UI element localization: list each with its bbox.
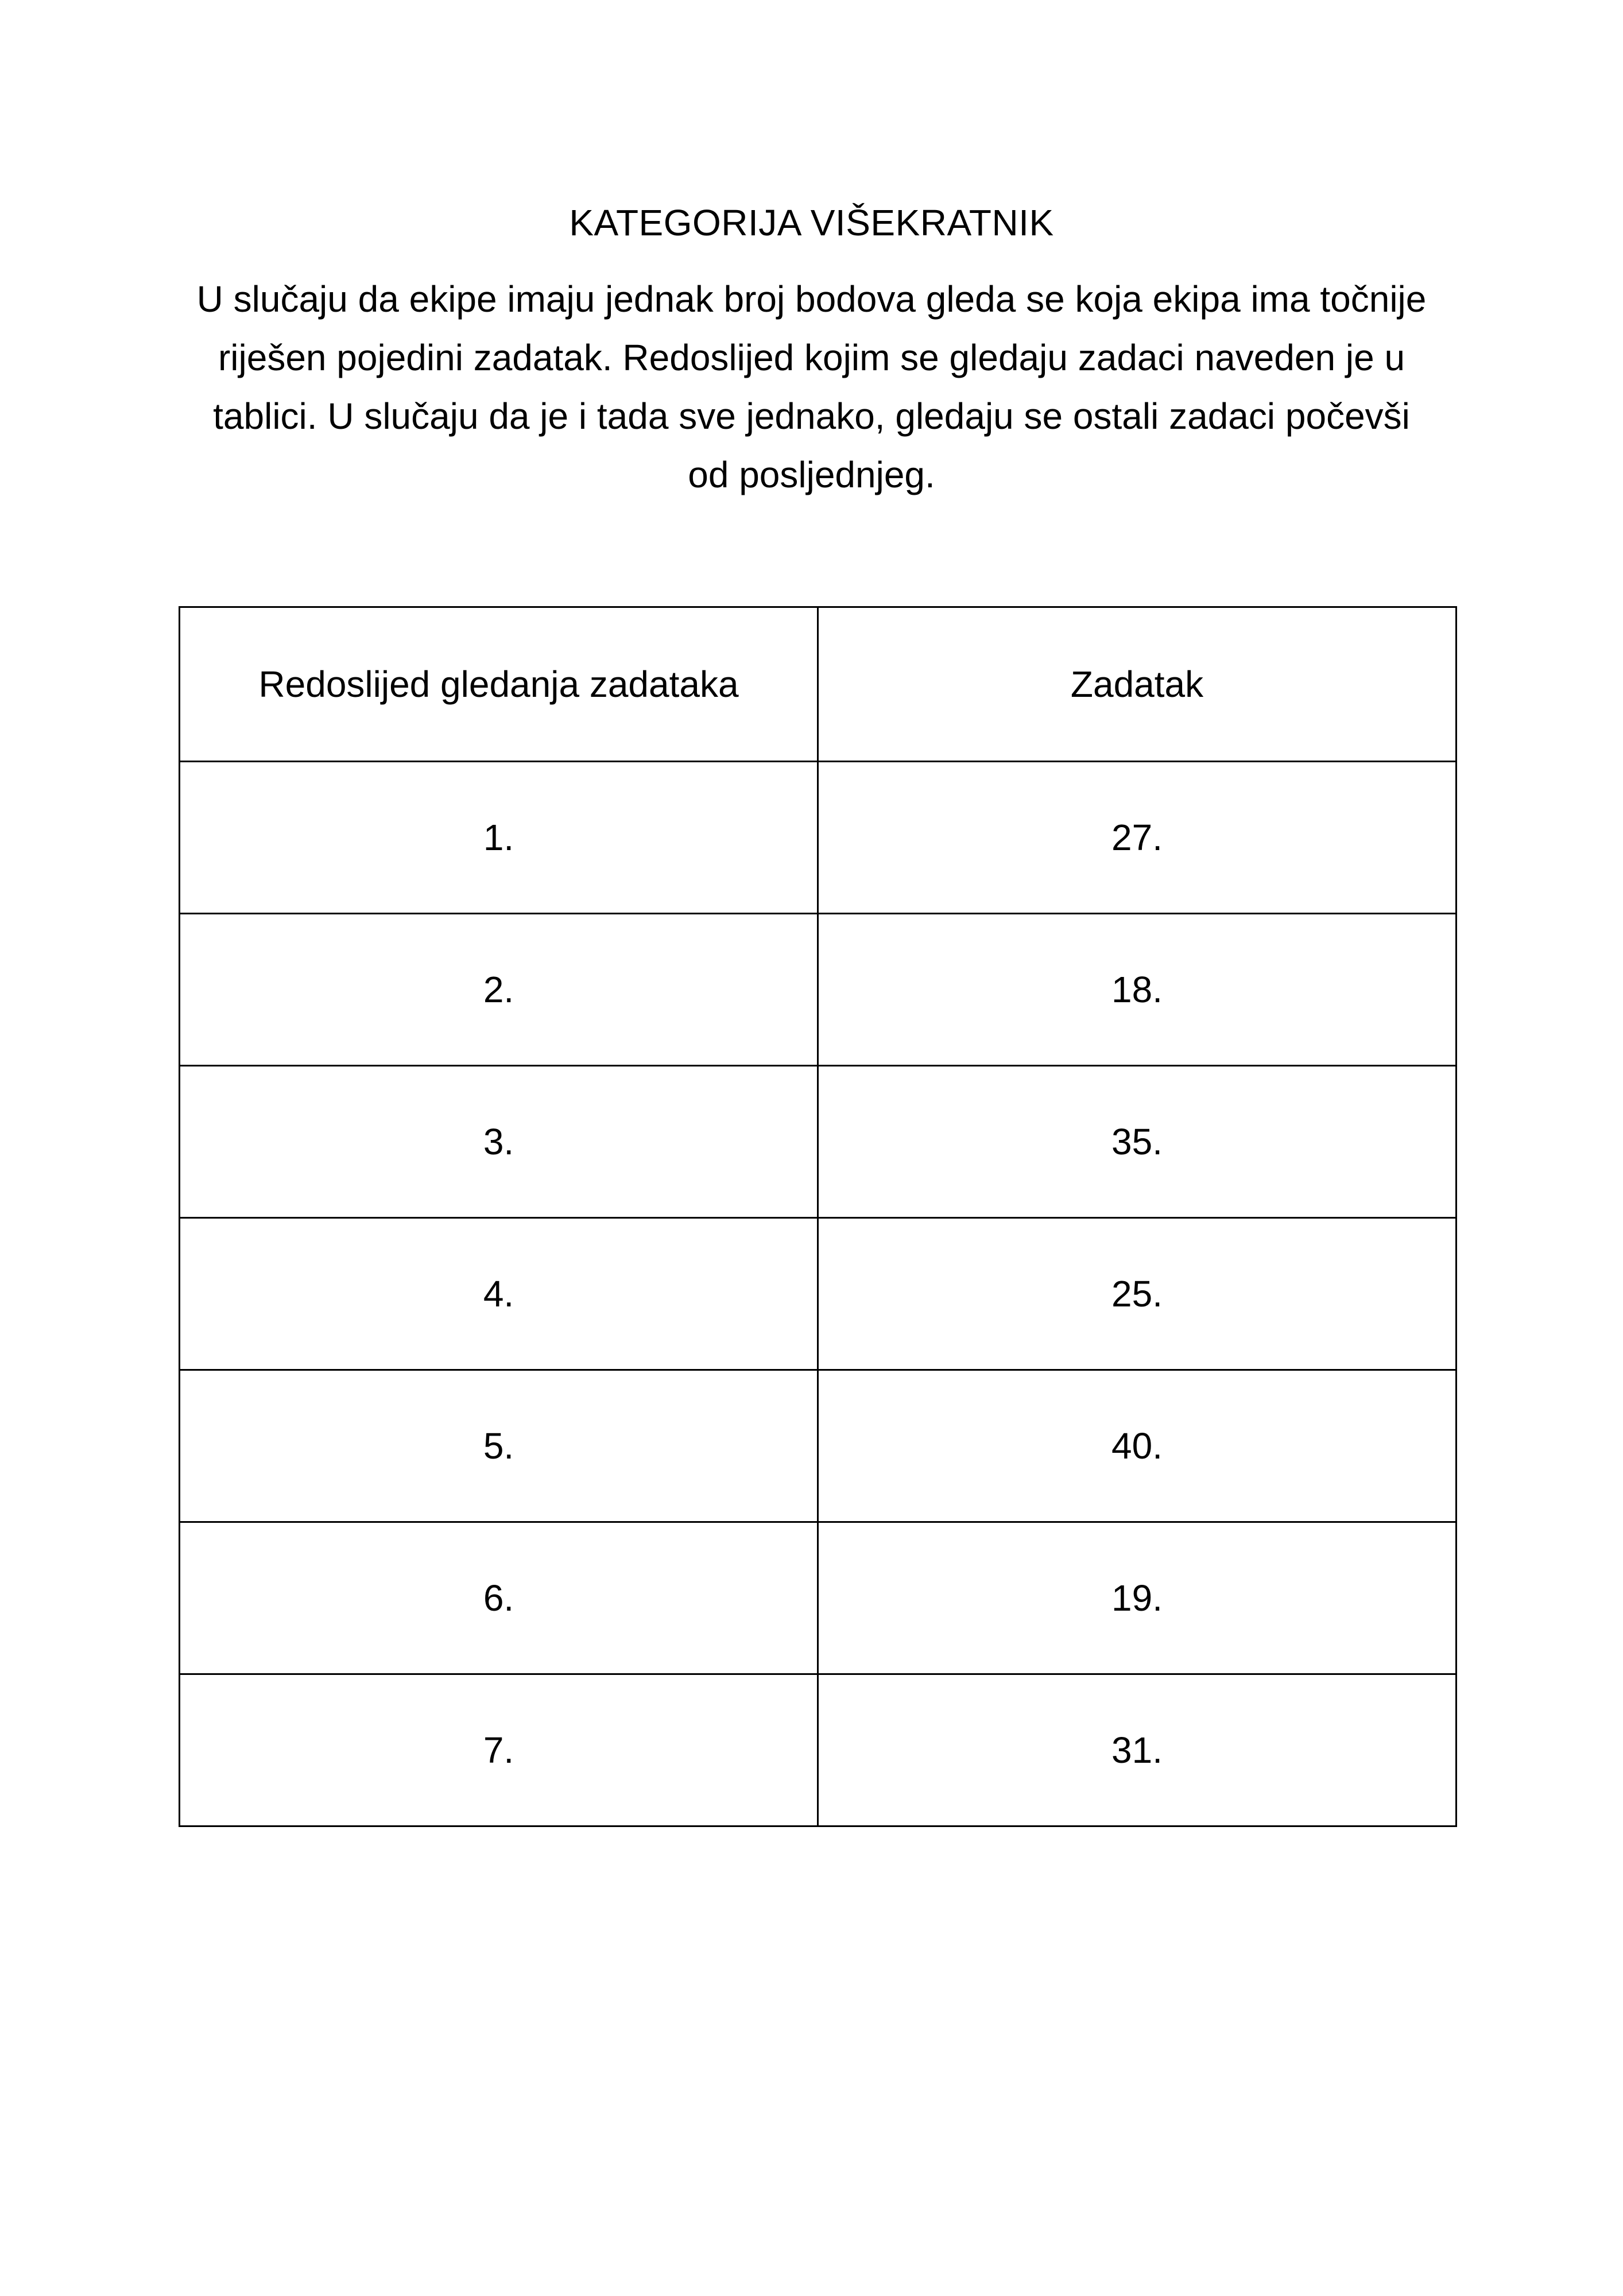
task-cell: 40. [818,1370,1457,1522]
task-cell: 19. [818,1522,1457,1674]
table-header-row [180,607,1457,762]
table-row [180,914,1457,1066]
task-cell: 25. [818,1218,1457,1370]
task-order-table [179,606,1457,1827]
order-cell: 3. [180,1066,818,1218]
order-cell: 4. [180,1218,818,1370]
table-row [180,1066,1457,1218]
order-cell: 7. [180,1674,818,1826]
page-title: KATEGORIJA VIŠEKRATNIK [569,202,1054,243]
table-row [180,1522,1457,1674]
column-header-task: Zadatak [818,607,1457,762]
order-cell: 1. [180,762,818,914]
table-row [180,1370,1457,1522]
order-cell: 2. [180,914,818,1066]
intro-paragraph: U slučaju da ekipe imaju jednak broj bodova gleda se koja ekipa ima točnije riješen pojedini zadatak. Redoslijed kojim se gledaju zadaci naveden je u tablici. U slučaju da je i tada sve jednako, gledaju se ostali zadaci počevši od posljednjeg. [196,278,1427,495]
order-cell: 5. [180,1370,818,1522]
table-row [180,1218,1457,1370]
table-row [180,762,1457,914]
task-cell: 18. [818,914,1457,1066]
table-row [180,1674,1457,1826]
column-header-order: Redoslijed gledanja zadataka [180,607,818,762]
task-cell: 35. [818,1066,1457,1218]
task-cell: 27. [818,762,1457,914]
task-cell: 31. [818,1674,1457,1826]
order-cell: 6. [180,1522,818,1674]
